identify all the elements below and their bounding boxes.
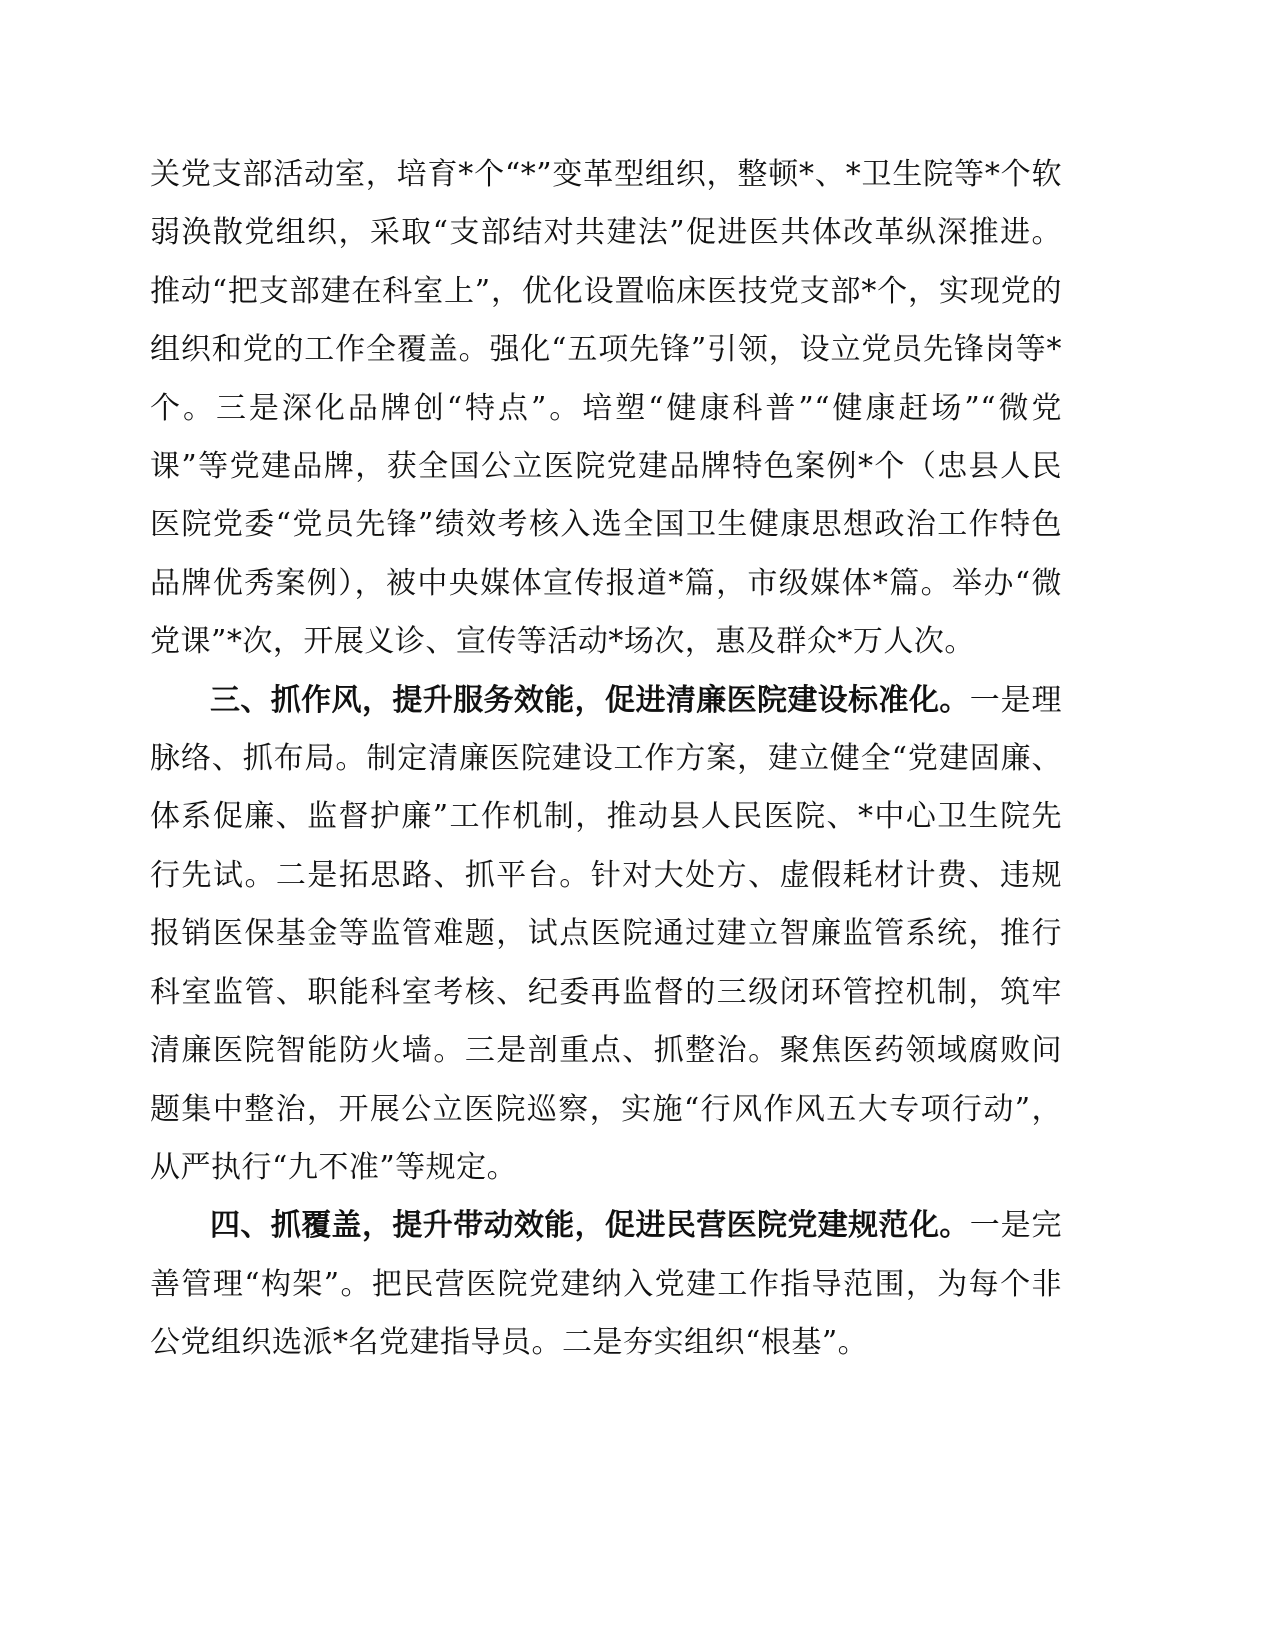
paragraph-continuation — [150, 146, 1062, 672]
section-heading: 四、抓覆盖，提升带动效能，促进民营医院党建规范化。 — [210, 1208, 970, 1244]
paragraph-section-four — [150, 1197, 1062, 1372]
paragraph-section-three — [150, 672, 1062, 1198]
paragraph-body: 一是完善管理“构架”。把民营医院党建纳入党建工作指导范围，为每个非公党组织选派*名党建指导员。二是夯实组织“根基”。 — [150, 1208, 1063, 1361]
paragraph-body: 关党支部活动室，培育*个“*”变革型组织，整顿*、*卫生院等*个软弱涣散党组织，采取“支部结对共建法”促进医共体改革纵深推进。推动“把支部建在科室上”，优化设置临床医技党支部*个，实现党的组织和党的工作全覆盖。强化“五项先锋”引领，设立党员先锋岗等*个。三是深化品牌创“特点”。培塑“健康科普”“健康赶场”“微党课”等党建品牌，获全国公立医院党建品牌特色案例*个（忠县人民医院党委“党员先锋”绩效考核入选全国卫生健康思想政治工作特色品牌优秀案例），被中央媒体宣传报道*篇，市级媒体*篇。举办“微党课”*次，开展义诊、宣传等活动*场次，惠及群众*万人次。 — [150, 157, 1062, 660]
document-page — [150, 146, 1062, 1373]
section-heading: 三、抓作风，提升服务效能，促进清廉医院建设标准化。 — [210, 682, 970, 718]
paragraph-body: 一是理脉络、抓布局。制定清廉医院建设工作方案，建立健全“党建固廉、体系促廉、监督护廉”工作机制，推动县人民医院、*中心卫生院先行先试。二是拓思路、抓平台。针对大处方、虚假耗材计费、违规报销医保基金等监管难题，试点医院通过建立智廉监管系统，推行科室监管、职能科室考核、纪委再监督的三级闭环管控机制，筑牢清廉医院智能防火墙。三是剖重点、抓整治。聚焦医药领域腐败问题集中整治，开展公立医院巡察，实施“行风作风五大专项行动”，从严执行“九不准”等规定。 — [150, 682, 1063, 1185]
